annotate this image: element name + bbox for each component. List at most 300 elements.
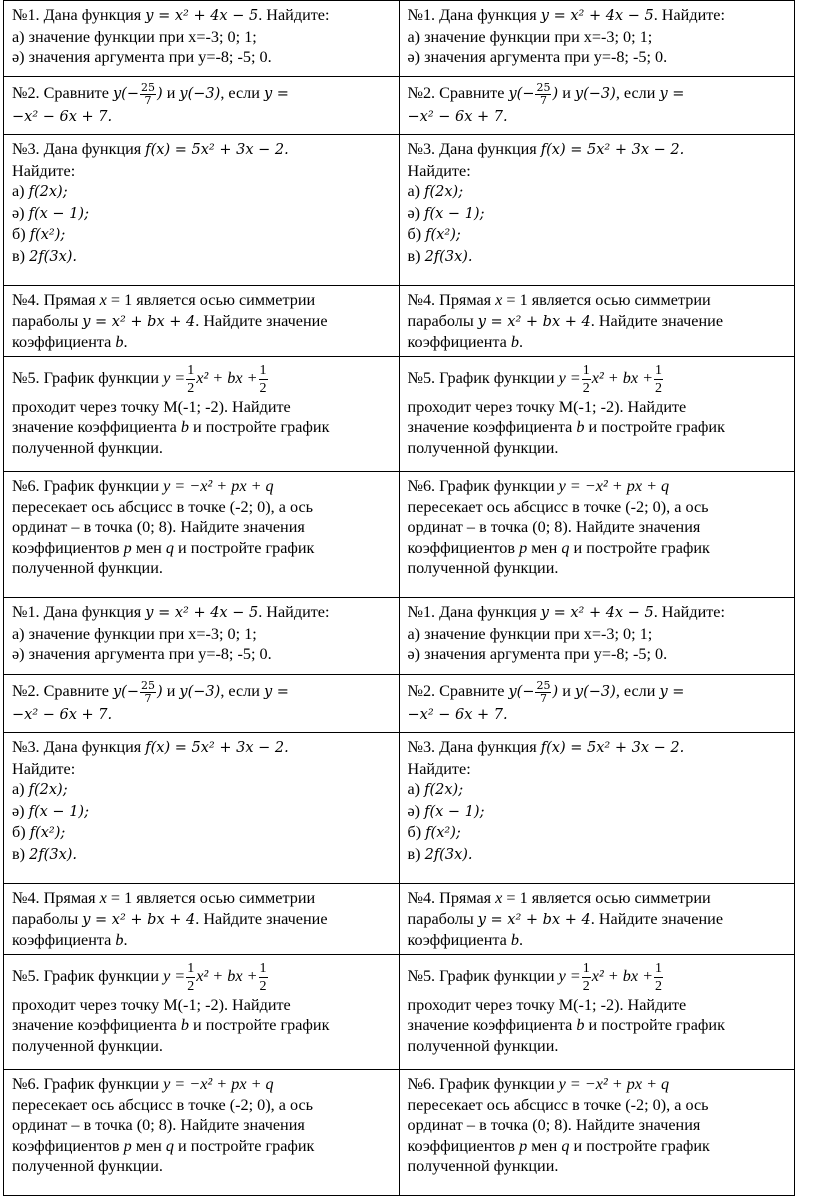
text-line: а) значение функции при x=-3; 0; 1; <box>12 624 257 643</box>
text-fragment: ) <box>552 86 559 102</box>
text-line: ә) значения аргумента при y=-8; -5; 0. <box>12 645 272 663</box>
text-line <box>408 417 787 438</box>
text-line <box>12 417 391 438</box>
text-line <box>408 81 787 107</box>
task-card-t1-right <box>399 1 795 77</box>
text-fragment: и постройте график <box>188 1016 330 1035</box>
text-fragment: и постройте график <box>188 418 330 437</box>
text-fragment: №1. Дана функция <box>407 603 541 621</box>
fraction <box>582 362 591 397</box>
text-fragment: b <box>576 1016 585 1035</box>
task-card-t5-right <box>399 357 795 472</box>
task-row <box>4 598 795 675</box>
text-fragment: y = x² + bx + 4 <box>477 911 591 928</box>
text-line <box>408 959 787 995</box>
text-fragment: 1 <box>655 960 663 976</box>
text-fragment: b <box>115 931 124 949</box>
text-line <box>408 679 787 705</box>
text-fragment: f(2x); <box>28 184 68 200</box>
text-fragment: f(x) = 5x² + 3x − 2. <box>145 740 289 756</box>
text-fragment: q <box>561 1136 570 1155</box>
task-card-t3-right <box>399 733 795 884</box>
text-line: ординат – в точка (0; 8). Найдите значения <box>407 1116 701 1134</box>
text-fragment: , если <box>615 682 660 700</box>
text-line <box>408 224 787 246</box>
text-fragment: f(x²); <box>29 825 66 841</box>
task-card-t5-left <box>4 357 400 472</box>
text-fragment: x² + bx + <box>591 369 654 387</box>
task-row <box>4 675 795 733</box>
text-fragment: №3. Дана функция <box>407 738 541 756</box>
text-fragment: f(x²); <box>425 227 461 243</box>
text-fragment: значение коэффициента <box>12 418 181 437</box>
text-fragment: и <box>558 84 575 102</box>
text-fragment: b <box>115 333 124 351</box>
task-card-t1-right <box>399 598 795 675</box>
task-card-t6-right <box>399 1070 795 1196</box>
text-line <box>12 311 391 333</box>
task-card-t6-right <box>399 472 795 598</box>
text-fragment: y = x² + bx + 4 <box>82 911 196 928</box>
text-fragment: коэффициентов <box>407 1136 520 1155</box>
text-line <box>12 224 391 246</box>
text-line: пересекает ось абсцисс в точке (-2; 0), а ось <box>407 1095 709 1114</box>
text-fragment: y = <box>558 369 581 387</box>
text-fragment: y(− <box>508 684 535 700</box>
task-row <box>4 1 795 77</box>
text-line <box>12 801 391 823</box>
text-fragment: y = <box>163 967 186 985</box>
text-line <box>408 290 787 311</box>
text-fragment: №4. Прямая <box>407 889 496 907</box>
text-fragment: 2f(3x). <box>29 248 78 265</box>
text-fragment: 2f(3x). <box>424 846 473 863</box>
text-fragment: q <box>165 1136 174 1155</box>
text-line <box>12 81 391 107</box>
text-line: проходит через точку М(-1; -2). Найдите <box>407 995 687 1014</box>
text-line <box>408 801 787 823</box>
task-row <box>4 1070 795 1196</box>
text-fragment: и постройте график <box>569 1136 710 1155</box>
text-fragment: f(x − 1); <box>424 205 485 222</box>
text-line: а) значение функции при x=-3; 0; 1; <box>12 27 257 46</box>
text-fragment: . <box>123 333 128 351</box>
text-fragment: №1. Дана функция <box>12 603 146 621</box>
text-fragment: . Найдите значение <box>590 909 724 928</box>
text-fragment: y(−3) <box>179 684 221 700</box>
text-fragment: 1 <box>582 362 590 378</box>
text-fragment: а) <box>12 182 29 200</box>
text-fragment: y(− <box>508 86 535 102</box>
text-fragment: q <box>561 538 570 557</box>
fraction <box>186 960 195 995</box>
text-fragment: 7 <box>144 691 152 705</box>
text-fragment: №3. Дана функция <box>12 140 146 158</box>
text-fragment: №5. График функции <box>12 967 164 985</box>
text-line <box>12 888 391 909</box>
text-fragment: б) <box>407 225 426 243</box>
text-fragment: y = <box>263 86 289 102</box>
text-fragment: b <box>576 418 585 437</box>
text-line <box>12 1015 391 1036</box>
text-fragment: y = x² + 4x − 5 <box>145 605 259 621</box>
text-fragment: коэффициента <box>12 931 116 949</box>
text-fragment: №3. Дана функция <box>12 738 146 756</box>
text-line <box>408 246 787 268</box>
text-fragment: x² + bx + <box>591 967 654 985</box>
text-fragment: f(x²); <box>425 825 461 841</box>
text-line <box>408 311 787 333</box>
text-line <box>12 1074 391 1095</box>
text-fragment: №6. График функции <box>407 1075 559 1093</box>
text-line <box>408 909 787 931</box>
text-fragment: коэффициентов <box>407 538 520 557</box>
text-line <box>12 909 391 931</box>
text-line: ә) значения аргумента при y=-8; -5; 0. <box>407 48 668 66</box>
text-line <box>12 5 391 27</box>
text-fragment: б) <box>12 225 30 243</box>
text-fragment: . <box>123 931 128 949</box>
text-fragment: 2f(3x). <box>29 846 78 863</box>
text-fragment: . Найдите значение <box>195 311 328 330</box>
text-fragment: №5. График функции <box>407 369 559 387</box>
text-line: ординат – в точка (0; 8). Найдите значения <box>12 1116 305 1134</box>
text-fragment: b <box>180 418 189 437</box>
text-fragment: f(x − 1); <box>28 803 89 820</box>
text-line: полученной функции. <box>12 438 163 457</box>
fraction <box>140 680 156 705</box>
text-fragment: №4. Прямая <box>12 889 100 907</box>
text-line: полученной функции. <box>12 559 163 577</box>
text-line <box>12 602 391 624</box>
task-card-t2-left <box>4 77 400 135</box>
text-line <box>12 679 391 705</box>
task-card-t3-right <box>399 135 795 286</box>
text-line: проходит через точку М(-1; -2). Найдите <box>407 397 687 416</box>
text-fragment: 25 <box>140 80 155 94</box>
text-fragment: параболы <box>12 311 83 330</box>
task-row <box>4 733 795 884</box>
text-fragment: f(2x); <box>28 782 68 798</box>
text-fragment: а) <box>407 780 425 798</box>
text-fragment: №2. Сравните <box>407 84 509 102</box>
task-card-t4-right <box>399 884 795 955</box>
text-line <box>12 1136 391 1157</box>
text-line: пересекает ось абсцисс в точке (-2; 0), а ось <box>407 497 709 516</box>
task-row <box>4 357 795 472</box>
task-row <box>4 286 795 357</box>
task-card-t4-left <box>4 884 400 955</box>
text-fragment: мен <box>131 1136 166 1155</box>
fraction <box>535 82 551 107</box>
text-line <box>408 1136 787 1157</box>
text-fragment: f(x) = 5x² + 3x − 2. <box>145 142 289 158</box>
text-fragment: p <box>123 538 132 557</box>
task-card-t6-left <box>4 1070 400 1196</box>
text-fragment: параболы <box>407 909 478 928</box>
text-line: Найдите: <box>12 161 76 180</box>
text-fragment: и постройте график <box>173 538 315 557</box>
text-fragment: в) <box>12 246 30 265</box>
text-fragment: x <box>495 291 503 309</box>
text-fragment: значение коэффициента <box>12 1016 181 1035</box>
text-fragment: параболы <box>12 909 83 928</box>
text-fragment: y = x² + 4x − 5 <box>540 8 654 24</box>
text-line <box>12 779 391 801</box>
text-line <box>408 779 787 801</box>
text-fragment: 2 <box>655 380 663 396</box>
text-line <box>12 290 391 311</box>
text-fragment: в) <box>407 246 425 265</box>
text-line: пересекает ось абсцисс в точке (-2; 0), а ось <box>12 497 314 516</box>
text-line: проходит через точку М(-1; -2). Найдите <box>12 995 291 1014</box>
text-line: ә) значения аргумента при y=-8; -5; 0. <box>12 48 272 66</box>
text-fragment: b <box>180 1016 189 1035</box>
text-line <box>12 139 391 161</box>
text-line <box>12 246 391 268</box>
text-fragment: y(−3) <box>574 86 616 102</box>
text-fragment: в) <box>407 844 425 863</box>
text-line <box>408 737 787 759</box>
fraction <box>259 960 268 995</box>
text-fragment: = 1 является осью симметрии <box>106 889 316 907</box>
text-fragment: y = x² + bx + 4 <box>82 313 196 330</box>
text-fragment: 1 <box>259 362 267 378</box>
text-line <box>408 476 787 497</box>
text-fragment: f(2x); <box>424 782 464 798</box>
text-fragment: и <box>162 682 180 700</box>
text-fragment: p <box>519 538 528 557</box>
text-fragment: b <box>510 931 520 949</box>
text-fragment: y(−3) <box>574 684 616 700</box>
text-line: полученной функции. <box>407 559 559 577</box>
text-line <box>408 1015 787 1036</box>
text-fragment: мен <box>527 538 562 557</box>
text-line: Найдите: <box>12 759 76 778</box>
text-line: пересекает ось абсцисс в точке (-2; 0), а ось <box>12 1095 314 1114</box>
text-fragment: f(x) = 5x² + 3x − 2. <box>540 142 685 158</box>
fraction <box>140 82 156 107</box>
text-fragment: y = <box>263 684 289 700</box>
text-fragment: y = −x² + px + q <box>163 1075 274 1093</box>
text-fragment: y = x² + 4x − 5 <box>145 8 259 24</box>
fraction <box>654 960 663 995</box>
text-line <box>12 930 391 951</box>
text-line <box>408 844 787 866</box>
text-fragment: 1 <box>582 960 590 976</box>
task-row <box>4 77 795 135</box>
text-fragment: ә) <box>12 203 29 222</box>
text-fragment: 1 <box>187 362 195 378</box>
text-line: ә) значения аргумента при y=-8; -5; 0. <box>407 645 668 663</box>
text-line: −x² − 6x + 7. <box>407 108 508 125</box>
text-fragment: 7 <box>539 691 547 705</box>
text-fragment: y = −x² + px + q <box>558 477 670 495</box>
text-line: Найдите: <box>407 759 471 778</box>
text-fragment: b <box>510 333 520 351</box>
text-line <box>408 361 787 397</box>
task-row <box>4 955 795 1070</box>
text-fragment: y(−3) <box>179 86 221 102</box>
text-fragment: p <box>123 1136 132 1155</box>
text-fragment: y = −x² + px + q <box>163 477 274 495</box>
text-line: полученной функции. <box>407 1157 559 1175</box>
text-fragment: в) <box>12 844 30 863</box>
text-fragment: 1 <box>187 960 195 976</box>
text-line: −x² − 6x + 7. <box>12 706 113 723</box>
text-line: ординат – в точка (0; 8). Найдите значения <box>407 518 701 536</box>
text-fragment: , если <box>220 84 264 102</box>
text-fragment: f(x) = 5x² + 3x − 2. <box>540 740 685 756</box>
text-fragment: №6. График функции <box>12 477 164 495</box>
text-fragment: x² + bx + <box>196 369 258 387</box>
text-fragment: = 1 является осью симметрии <box>502 291 711 309</box>
text-fragment: y = <box>659 684 685 700</box>
task-card-t6-left <box>4 472 400 598</box>
text-line <box>408 538 787 559</box>
text-line <box>408 888 787 909</box>
text-fragment: и <box>558 682 575 700</box>
text-fragment: y = <box>163 369 186 387</box>
text-line <box>12 538 391 559</box>
text-fragment: = 1 является осью симметрии <box>106 291 316 309</box>
text-fragment: №5. График функции <box>12 369 164 387</box>
text-fragment: ә) <box>407 801 425 820</box>
text-line <box>12 476 391 497</box>
text-fragment: 7 <box>539 93 547 107</box>
fraction <box>582 960 591 995</box>
text-fragment: 25 <box>536 678 551 692</box>
text-line <box>12 332 391 353</box>
text-fragment: , если <box>615 84 660 102</box>
text-fragment: y = x² + bx + 4 <box>477 313 591 330</box>
text-fragment: №4. Прямая <box>407 291 496 309</box>
text-fragment: №2. Сравните <box>12 682 113 700</box>
text-fragment: б) <box>407 823 426 841</box>
text-line <box>408 139 787 161</box>
text-fragment: y(− <box>112 684 139 700</box>
text-fragment: x <box>495 889 503 907</box>
text-fragment: коэффициентов <box>12 1136 124 1155</box>
text-fragment: а) <box>12 780 29 798</box>
text-fragment: . Найдите: <box>258 6 330 24</box>
text-fragment: №3. Дана функция <box>407 140 541 158</box>
text-line <box>408 203 787 225</box>
text-fragment: y = <box>558 967 581 985</box>
text-fragment: №1. Дана функция <box>12 6 146 24</box>
text-line <box>12 844 391 866</box>
text-fragment: №5. График функции <box>407 967 559 985</box>
text-fragment: значение коэффициента <box>407 1016 577 1035</box>
task-card-t3-left <box>4 135 400 286</box>
text-fragment: 2f(3x). <box>424 248 473 265</box>
text-fragment: ә) <box>407 203 425 222</box>
task-card-t5-right <box>399 955 795 1070</box>
fraction <box>186 362 195 397</box>
text-fragment: 2 <box>187 978 195 994</box>
text-fragment: №2. Сравните <box>407 682 509 700</box>
text-line <box>408 930 787 951</box>
text-fragment: f(x − 1); <box>28 205 89 222</box>
text-line: проходит через точку М(-1; -2). Найдите <box>12 397 291 416</box>
text-fragment: y = x² + 4x − 5 <box>540 605 654 621</box>
task-row <box>4 135 795 286</box>
task-card-t2-right <box>399 675 795 733</box>
text-line <box>408 332 787 353</box>
task-row <box>4 884 795 955</box>
text-line: а) значение функции при x=-3; 0; 1; <box>407 624 653 643</box>
text-line: −x² − 6x + 7. <box>407 706 508 723</box>
task-card-t1-left <box>4 1 400 77</box>
text-fragment: ә) <box>12 801 29 820</box>
text-fragment: q <box>165 538 174 557</box>
text-fragment: параболы <box>407 311 478 330</box>
text-line <box>12 361 391 397</box>
text-line: полученной функции. <box>12 1157 163 1175</box>
task-card-t2-left <box>4 675 400 733</box>
text-fragment: . Найдите: <box>653 603 725 621</box>
text-fragment: . <box>519 333 524 351</box>
text-line: полученной функции. <box>12 1036 163 1055</box>
text-line <box>408 1074 787 1095</box>
text-fragment: 2 <box>582 380 590 396</box>
text-fragment: x <box>99 291 107 309</box>
text-fragment: мен <box>131 538 166 557</box>
task-card-t1-left <box>4 598 400 675</box>
text-line: полученной функции. <box>407 1036 559 1055</box>
text-fragment: значение коэффициента <box>407 418 577 437</box>
text-fragment: 25 <box>536 80 551 94</box>
task-card-t5-left <box>4 955 400 1070</box>
task-row <box>4 472 795 598</box>
fraction <box>654 362 663 397</box>
task-card-t3-left <box>4 733 400 884</box>
text-fragment: №4. Прямая <box>12 291 100 309</box>
text-fragment: №1. Дана функция <box>407 6 541 24</box>
text-fragment: и <box>162 84 180 102</box>
text-line: Найдите: <box>407 161 471 180</box>
text-fragment: и постройте график <box>173 1136 315 1155</box>
text-fragment: №6. График функции <box>12 1075 164 1093</box>
text-fragment: ) <box>156 684 163 700</box>
text-line <box>12 203 391 225</box>
text-fragment: . Найдите значение <box>590 311 724 330</box>
task-card-t4-left <box>4 286 400 357</box>
text-line <box>408 181 787 203</box>
text-fragment: . Найдите значение <box>195 909 328 928</box>
text-fragment: 1 <box>259 960 267 976</box>
text-fragment: мен <box>527 1136 562 1155</box>
text-fragment: 2 <box>259 978 267 994</box>
text-line <box>12 737 391 759</box>
text-fragment: f(x − 1); <box>424 803 485 820</box>
text-fragment: и постройте график <box>569 538 710 557</box>
text-fragment: и постройте график <box>584 1016 725 1035</box>
text-fragment: 2 <box>259 380 267 396</box>
text-fragment: f(2x); <box>424 184 464 200</box>
text-line <box>408 5 787 27</box>
text-fragment: , если <box>220 682 264 700</box>
text-fragment: а) <box>407 182 425 200</box>
text-line: полученной функции. <box>407 438 559 457</box>
text-fragment: ) <box>552 684 559 700</box>
text-fragment: . <box>519 931 524 949</box>
text-fragment: . Найдите: <box>258 603 330 621</box>
text-fragment: f(x²); <box>29 227 66 243</box>
text-fragment: коэффициента <box>12 333 116 351</box>
text-fragment: 2 <box>582 978 590 994</box>
text-fragment: коэффициента <box>407 931 511 949</box>
